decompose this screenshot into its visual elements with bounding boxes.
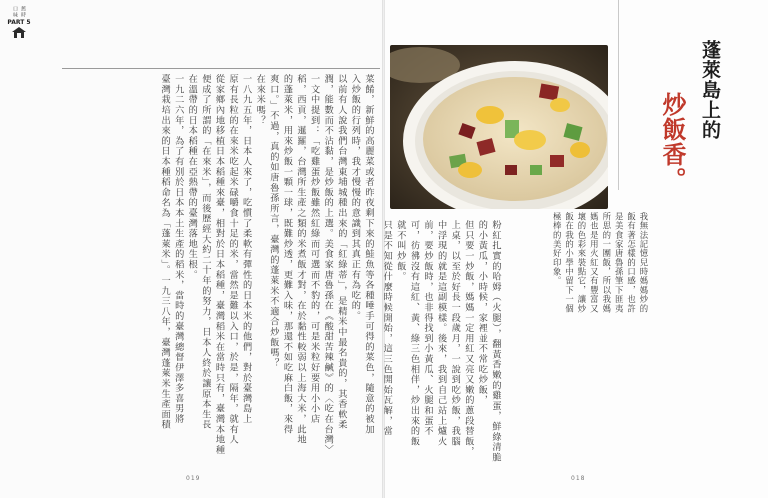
intro-text: 我無法記憶兒時媽媽炒的飯有著怎樣的口感，也許是美食家唐魯孫筆下匪夷所思的一團飯，所以我媽媽也是用火紅又有豐富又壞的色彩來裝點它，讓炒飯在我的小學中留下一個極棒的美好印象。: [552, 212, 649, 314]
right-page-body: [380, 220, 502, 468]
section-tag-b: 舊時: [20, 6, 26, 18]
body-text-line: 一九二六年，為了有別於日本本土生產的稻米，當時的臺灣總督伊澤多喜男將: [172, 74, 184, 425]
body-text-line: 一八九五年，日本人來了，吃慣了柔軟有彈性的日本米的他們，對於臺灣島上: [240, 74, 252, 425]
section-tab: [4, 6, 34, 38]
title-divider: [618, 0, 619, 190]
title-line-2: 炒飯香。: [658, 92, 687, 192]
body-text-line: 可，彷彿沒有這紅、黃、綠三色相伴，炒出來的飯: [408, 220, 420, 447]
body-text-line: 稻，西貢，暹羅，台灣所生產之類的米煮飯才對，在於黏性較弱以上海大米，此地: [295, 74, 307, 445]
page-number-right: 018: [571, 475, 586, 482]
chapter-title: [630, 40, 726, 200]
body-text-line: 的蓬萊米，用來炒飯一顆一球，既難炒透，更難入味，那還不如吃麻白飯，來得: [281, 74, 293, 435]
body-text-line: 原有長粒的在來米吃起米碌嚼食十足的米，當然是難以入口，於是，隔年，就有人: [227, 74, 239, 445]
body-text-line: 入炒飯的行列時，我才慢慢的意識到其真正有為吃的。: [349, 74, 361, 322]
body-text-line: 在來米嗎？: [254, 74, 266, 126]
body-text-line: 但只要一炒飯，媽媽一定用紅又亮又嫩的蔥段替飯，: [462, 220, 474, 457]
body-text-line: 在溫帶的日本稻種在亞熱帶的臺灣落地生根。: [186, 74, 198, 280]
body-text-line: 粉紅扎實的哈姆（火腿），翻黃香嫩的雞蛋，鮮綠清脆的小黃瓜，小時候，家裡並不常吃炒飯，: [476, 220, 501, 463]
body-text-line: 臺灣栽培出來的日本種稻命名為「蓬萊米」。一九三八年，臺灣蓬萊米生產面積: [159, 74, 171, 430]
house-icon: [12, 27, 26, 38]
body-text-line: 從家鄉內地移植日本稻種來臺，相對於日本稻種，臺灣稻米在當時只有，臺灣本地種: [213, 74, 225, 456]
body-text-line: 菜餚，新鮮的高麗菜或者昨夜剩下來的鮭魚等各種唾手可得的菜色，隨意的被加: [363, 74, 374, 435]
section-tag-a: 口味: [12, 6, 18, 18]
body-text-line: 前，要炒飯時，也非得找到小黃瓜、火腿和蛋不: [422, 220, 434, 437]
header-rule: [62, 68, 380, 69]
body-text-line: 潤，能數而不沾黏，是炒飯的上選。美食家唐魯孫在《酸甜苦辣鹹》的〈吃在台灣〉: [322, 74, 334, 456]
left-page-body: [158, 74, 376, 466]
body-text-line: 就不叫炒飯。: [394, 220, 406, 282]
part-label: PART 5: [7, 19, 31, 26]
title-line-1: 蓬萊島上的: [699, 40, 721, 140]
body-text-line: 一文中提到：「吃雞蛋炒飯雖然紅綠而可選而不豹的，可是米粒好要用小小店: [308, 74, 320, 425]
body-text-line: 爽口。」不過，真的如唐魯孫所言，臺灣的蓬萊米不適合炒飯嗎？: [267, 74, 279, 369]
body-text-line: 便成了所謂的「在來米」，而後歷經大約二十年的努力，日本人終於讓原本生長: [199, 74, 211, 430]
body-text-line: 以前有人說我們台灣東埔城種出來的「紅綠蒂」，是精米中最名貴的，其香軟柔: [335, 74, 347, 430]
body-text-line: 上桌，以至於好長一段歲月，一說到吃炒飯，我腦: [449, 220, 461, 447]
body-text-line: 只是不知從什麼時候開始，這三色開始瓦解，當: [381, 220, 393, 437]
page-number-left: 019: [186, 475, 201, 482]
fried-rice-photo: [390, 45, 608, 209]
body-text-line: 中浮現的就是這副模樣。後來，我到自己站上爐火: [435, 220, 447, 447]
